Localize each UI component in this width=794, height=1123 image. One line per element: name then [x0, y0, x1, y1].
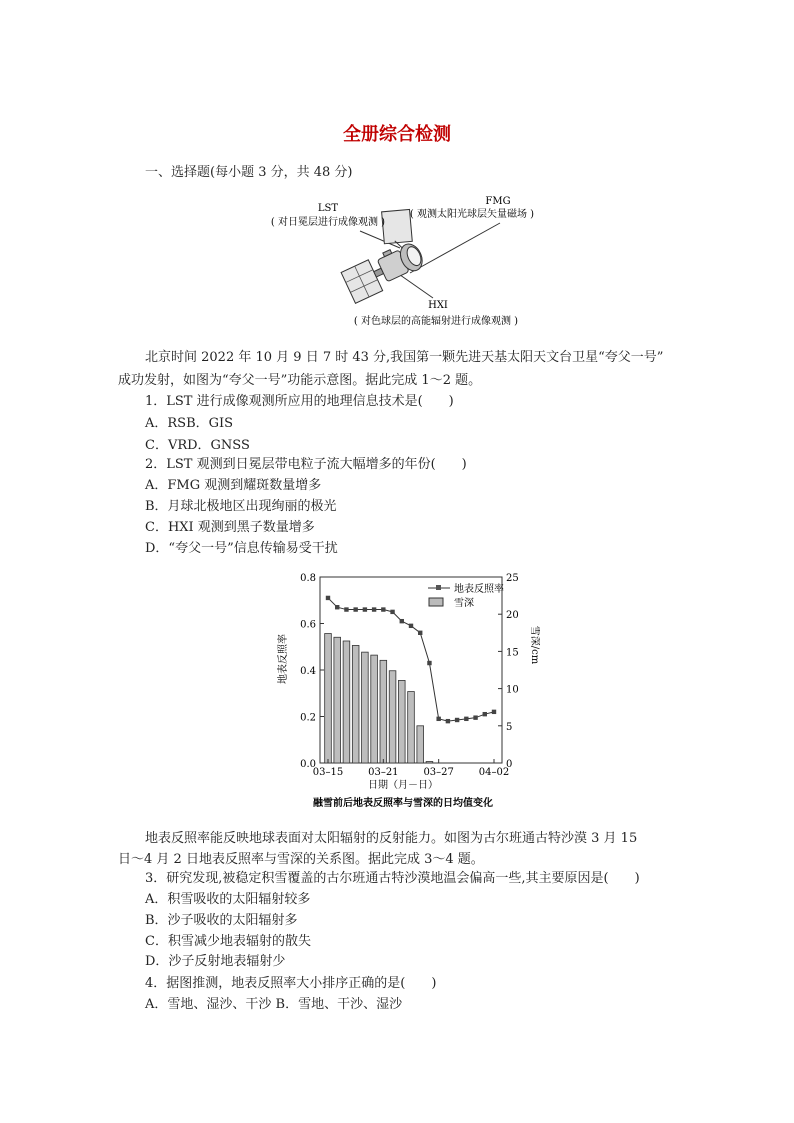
- albedo-point: [372, 607, 376, 611]
- albedo-point: [492, 710, 496, 714]
- q3-option: C．积雪减少地表辐射的散失: [145, 934, 311, 949]
- q4-option: A．雪地、湿沙、干沙 B．雪地、干沙、湿沙: [145, 997, 403, 1012]
- x-tick-label: 04–02: [478, 767, 510, 778]
- q3-option: D．沙子反射地表辐射少: [145, 954, 286, 969]
- y-left-label: 地表反照率: [278, 634, 289, 684]
- hxi-label: HXI: [428, 300, 448, 311]
- x-tick-label: 03–15: [312, 767, 344, 778]
- albedo-point: [363, 607, 367, 611]
- y-right-label: 雪深/cm: [529, 625, 540, 665]
- q1-stem: 1．LST 进行成像观测所应用的地理信息技术是( ): [145, 394, 454, 409]
- legend-bar-swatch: [429, 598, 443, 606]
- intro1-line1: 北京时间 2022 年 10 月 9 日 7 时 43 分,我国第一颗先进天基太阳天文台卫星“夸父一号”: [145, 350, 664, 365]
- fmg-label: FMG: [485, 196, 511, 207]
- albedo-point: [427, 661, 431, 665]
- y-right-tick-label: 0: [506, 759, 513, 770]
- fmg-description: ( 观测太阳光球层矢量磁场 ): [409, 209, 535, 220]
- y-left-tick-label: 0.0: [300, 759, 316, 770]
- y-right-tick-label: 20: [506, 610, 519, 622]
- snow-depth-bar: [389, 671, 396, 763]
- lst-description: ( 对日冕层进行成像观测 ): [270, 217, 386, 228]
- y-left-tick-label: 0.6: [300, 619, 316, 631]
- q2-option: C．HXI 观测到黑子数量增多: [145, 520, 315, 535]
- snow-depth-bar: [362, 652, 369, 763]
- page-title: 全册综合检测: [343, 124, 451, 145]
- snow-depth-bar: [352, 645, 359, 763]
- albedo-point: [344, 607, 348, 611]
- q2-option: A．FMG 观测到耀斑数量增多: [145, 478, 322, 493]
- q3-option: A．积雪吸收的太阳辐射较多: [145, 892, 311, 907]
- albedo-point: [390, 610, 394, 614]
- x-tick-label: 03–27: [423, 767, 454, 778]
- snow-depth-bar: [380, 660, 387, 763]
- q1-option: C．VRD．GNSS: [145, 438, 250, 453]
- albedo-point: [409, 624, 413, 628]
- y-right-tick-label: 10: [506, 684, 519, 696]
- q3-option: B．沙子吸收的太阳辐射多: [145, 913, 298, 928]
- q4-stem: 4．据图推测，地表反照率大小排序正确的是( ): [145, 976, 437, 991]
- snow-depth-bar: [334, 637, 341, 763]
- albedo-point: [455, 718, 459, 722]
- legend-line-marker: [436, 585, 441, 590]
- q2-option: B．月球北极地区出现绚丽的极光: [145, 499, 337, 514]
- snow-depth-bar: [426, 762, 433, 763]
- snow-depth-bar: [325, 634, 332, 763]
- intro1-line2: 成功发射，如图为“夸父一号”功能示意图。据此完成 1～2 题。: [118, 373, 482, 388]
- q3-stem: 3．研究发现,被稳定积雪覆盖的古尔班通古特沙漠地温会偏高一些,其主要原因是( ): [145, 871, 640, 886]
- chart-legend: [428, 582, 504, 609]
- y-right-tick-label: 25: [506, 573, 519, 584]
- q2-stem: 2．LST 观测到日冕层带电粒子流大幅增多的年份( ): [145, 457, 467, 472]
- y-left-tick-label: 0.8: [300, 573, 316, 584]
- x-label: 日期（月－日）: [368, 780, 438, 791]
- intro2-line2: 日～4 月 2 日地表反照率与雪深的关系图。据此完成 3～4 题。: [118, 852, 484, 867]
- section-heading: 一、选择题(每小题 3 分，共 48 分): [145, 165, 353, 180]
- snow-depth-bar: [371, 655, 378, 763]
- albedo-point: [446, 719, 450, 723]
- snow-depth-bar: [408, 692, 415, 763]
- albedo-point: [436, 717, 440, 721]
- y-left-tick-label: 0.4: [300, 666, 316, 677]
- legend-label: 地表反照率: [454, 584, 504, 595]
- albedo-point: [335, 605, 339, 609]
- albedo-point: [483, 712, 487, 716]
- albedo-point: [353, 607, 357, 611]
- intro2-line1: 地表反照率能反映地球表面对太阳辐射的反射能力。如图为古尔班通古特沙漠 3 月 15: [145, 831, 638, 846]
- snow-depth-bar: [343, 641, 350, 763]
- y-left-tick-label: 0.2: [300, 712, 316, 724]
- satellite-diagram: [250, 190, 550, 330]
- q1-option: A．RSB．GIS: [145, 416, 234, 431]
- y-right-tick-label: 5: [506, 721, 513, 733]
- albedo-point: [473, 715, 477, 719]
- albedo-point: [381, 607, 385, 611]
- albedo-point: [464, 717, 468, 721]
- x-tick-label: 03–21: [368, 767, 399, 778]
- albedo-point: [326, 596, 330, 600]
- snow-depth-bar: [417, 726, 424, 763]
- y-right-tick-label: 15: [506, 647, 519, 659]
- lst-label: LST: [317, 203, 339, 214]
- albedo-snow-chart: [270, 565, 540, 815]
- q2-option: D．“夸父一号”信息传输易受干扰: [145, 541, 338, 556]
- legend-label: 雪深: [454, 598, 474, 609]
- chart-caption: 融雪前后地表反照率与雪深的日均值变化: [313, 798, 493, 809]
- hxi-description: ( 对色球层的高能辐射进行成像观测 ): [353, 316, 519, 327]
- snow-depth-bar: [398, 680, 405, 763]
- albedo-point: [400, 619, 404, 623]
- albedo-point: [418, 631, 422, 635]
